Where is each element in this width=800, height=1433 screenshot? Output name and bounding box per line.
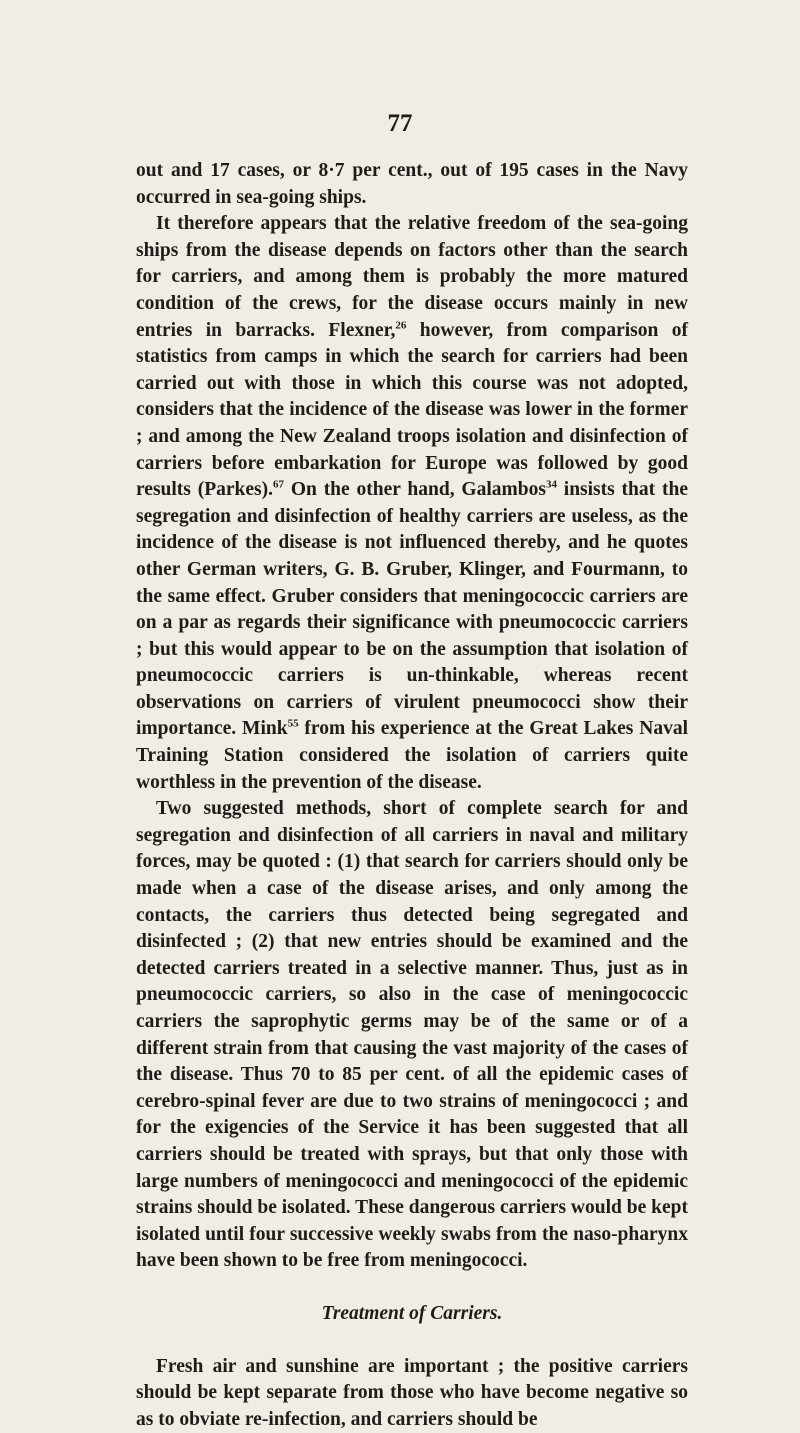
section-heading: Treatment of Carriers. <box>321 1302 503 1324</box>
page-number: 77 <box>387 110 413 137</box>
text-run: insists that the segregation and disinfection of healthy carriers are useless, as the incidence of the disease is not influenced thereby, and he quotes other German writers, G. B. Gruber, Klinger, and Fourmann, to the same effect. Gruber considers that meningococcic carriers are on a par as regards their significance with pneumococcic carriers ; but this would appear to be on the assumption that isolation of pneumococcic carriers is un-thinkable, whereas recent observations on carriers of virulent pneumococci show their importance. Mink <box>136 479 688 740</box>
text-run: Two suggested methods, short of complete search for and segregation and disinfection of all carriers in naval and military forces, may be quoted : (1) that search for carriers should only be made when a case of the disease arises, and only among the contacts, the carriers thus detected being segregated and disinfected ; (2) that new entries should be examined and the detected carriers treated in a selective manner. Thus, just as in pneumococcic carriers, so also in the case of meningococcic carriers the saprophytic germs may be of the same or of a different strain from that causing the vast majority of the cases of the disease. Thus 70 to 85 per cent. of all the epidemic cases of cerebro-spinal fever are due to two strains of meningococci ; and for the exigencies of the Service it has been suggested that all carriers should be treated with sprays, but that only those with large numbers of meningococci and meningococci of the epidemic strains should be isolated. These dangerous carriers would be kept isolated until four successive weekly swabs from the naso-pharynx have been shown to be free from meningococci. <box>136 798 688 1272</box>
body-text <box>136 158 688 1433</box>
paragraph-fresh-air: Fresh air and sunshine are important ; the positive carriers should be kept separate from those who have become negative so as to obviate re-infection, and carriers should be <box>136 1355 688 1430</box>
footnote-reference: 55 <box>287 717 299 730</box>
paragraph-continuation <box>136 158 688 211</box>
footnote-reference: 67 <box>273 478 284 491</box>
text-run: however, from comparison of statistics from camps in which the search for carriers had been carried out with those in which this course was not adopted, considers that the incidence of the disease was lower in the former ; and among the New Zealand troops isolation and disinfection of carriers before embarkation for Europe was followed by good results (Parkes). <box>136 319 688 501</box>
footnote-reference: 34 <box>545 478 557 491</box>
text-run: out and 17 cases, or 8·7 per cent., out of 195 cases in the Navy occurred in sea-going ships. <box>136 160 688 208</box>
paragraph-suggested-methods <box>136 796 688 1275</box>
footnote-reference: 26 <box>395 319 407 332</box>
paragraph-relative-freedom <box>136 211 688 796</box>
text-run: It therefore appears that the relative freedom of the sea-going ships from the disease depends on factors other than the search for carriers, and among them is probably the more matured condition of the crews, for the disease occurs mainly in new entries in barracks. Flexner, <box>136 213 688 341</box>
text-run: On the other hand, Galambos <box>284 479 546 501</box>
text-run: from his experience at the Great Lakes Naval Training Station considered the isolation of carriers quite worthless in the prevention of the disease. <box>136 718 688 793</box>
